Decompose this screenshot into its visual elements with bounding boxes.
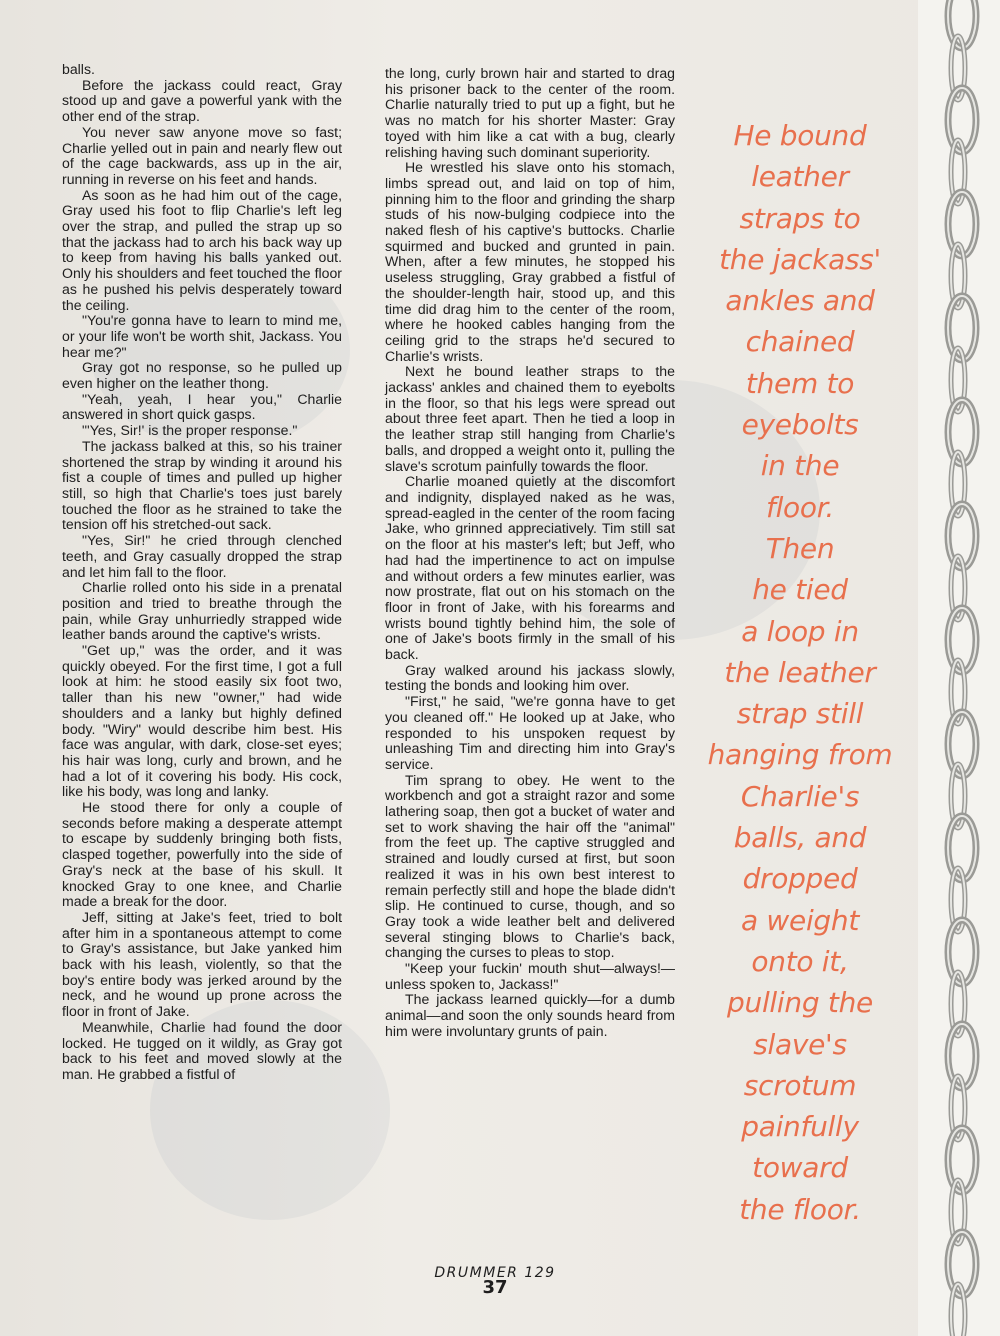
pull-quote-line: he tied bbox=[752, 573, 848, 607]
pull-quote-line: straps to bbox=[739, 201, 861, 235]
page-number: 37 bbox=[482, 1277, 508, 1298]
pull-quote-line: slave's bbox=[753, 1027, 847, 1061]
paragraph: Tim sprang to obey. He went to the workbench and got a straight razor and some lathering soap, then got a bucket of water and set to work shaving the hair off the "animal" from the feet up. The captive struggled and strained and loudly cursed at first, but soon realized it was in his own best interest to remain perfectly still and hope the blade didn't slip. He continued to curse, though, and so Gray took a wide leather belt and delivered several stinging blows to Charlie's back, changing the curses to pleas to stop. bbox=[385, 771, 675, 961]
paragraph: "First," he said, "we're gonna have to get you cleaned off." He looked up at Jake, who responded to his unspoken request by unleashing Tim and directing him into Gray's service. bbox=[385, 693, 675, 772]
paragraph: The jackass learned quickly—for a dumb animal—and soon the only sounds heard from him were involuntary grunts of pain. bbox=[385, 991, 675, 1039]
pull-quote-line: pulling the bbox=[727, 986, 873, 1020]
pull-quote-line: leather bbox=[751, 160, 849, 194]
paragraph: You never saw anyone move so fast; Charlie yelled out in pain and nearly flew out of the cage backwards, ass up in the air, running in reverse on his feet and hands. bbox=[62, 123, 342, 187]
paragraph: "Keep your fuckin' mouth shut—always!—unless spoken to, Jackass!" bbox=[385, 960, 675, 992]
pull-quote-line: Then bbox=[765, 531, 835, 565]
chain-border-graphic bbox=[918, 0, 1000, 1336]
pull-quote-line: in the bbox=[760, 449, 840, 483]
paragraph: As soon as he had him out of the cage, Gray used his foot to flip Charlie's left leg over the strap, and pulled the strap up so that the jackass had to arch his back way up to keep from having his balls yanked out. Only his shoulders and feet touched the floor as he pushed his pelvis desperately toward the ceiling. bbox=[62, 186, 342, 313]
pull-quote-line: Charlie's bbox=[740, 779, 860, 813]
pull-quote-line: onto it, bbox=[751, 944, 849, 978]
pull-quote-line: chained bbox=[745, 325, 855, 359]
pull-quote-line: balls, and bbox=[733, 821, 867, 855]
pull-quote-line: hanging from bbox=[707, 738, 893, 772]
pull-quote bbox=[700, 115, 900, 1230]
pull-quote-line: the jackass' bbox=[719, 242, 881, 276]
page-footer bbox=[420, 1266, 570, 1296]
paragraph: Gray walked around his jackass slowly, testing the bonds and looking him over. bbox=[385, 661, 675, 694]
paragraph: "Yes, Sir!" he cried through clenched teeth, and Gray casually dropped the strap and let him fall to the floor. bbox=[62, 532, 342, 580]
pull-quote-line: a weight bbox=[740, 903, 860, 937]
paragraph: Next he bound leather straps to the jackass' ankles and chained them to eyebolts in the floor, so that his legs were spread out about three feet apart. Then he tied a loop in the leather strap still hanging from Charlie's balls, and dropped a weight onto it, pulling the slave's scrotum painfully towards the floor. bbox=[385, 363, 675, 474]
paragraph: He wrestled his slave onto his stomach, limbs spread out, and laid on top of him, pinning him to the floor and grinding the sharp studs of his now-bulging codpiece into the naked flesh of his captive's buttocks. Charlie squirmed and bucked and grunted in pain. When, after a few minutes, he stopped his useless struggling, Gray grabbed a fistful of the shoulder-length hair, stood up, and this time did drag him to the center of the room, where he hooked cables hanging from the ceiling grid to the straps he'd secured to Charlie's wrists. bbox=[385, 159, 675, 364]
magazine-name: DRUMMER 129 bbox=[434, 1265, 556, 1281]
pull-quote-line: floor. bbox=[766, 490, 834, 524]
paragraph: Jeff, sitting at Jake's feet, tried to bolt after him in a spontaneous attempt to come to Gray's assistance, but Jake yanked him back with his leash, violently, so that the boy's entire body was jerked around by the neck, and he wound up prone across the floor in front of Jake. bbox=[62, 908, 342, 1020]
pull-quote-line: the floor. bbox=[739, 1192, 861, 1226]
paragraph: Gray got no response, so he pulled up even higher on the leather thong. bbox=[62, 359, 342, 392]
paragraph: balls. bbox=[62, 61, 95, 77]
article-column-middle bbox=[385, 66, 675, 1040]
pull-quote-line: ankles and bbox=[725, 284, 875, 318]
pull-quote-line: a loop in bbox=[741, 614, 859, 648]
paragraph: the long, curly brown hair and started to drag his prisoner back to the center of the room. Charlie naturally tried to put up a fight, but he was no match for his shorter Master: Gray toyed with him like a cat with a bug, clearly relishing having such dominant superiority. bbox=[385, 65, 675, 160]
paragraph: Charlie moaned quietly at the discomfort and indignity, displayed naked as he was, spread-eagled in the center of the room facing Jake, who grinned appreciatively. Tim still sat on the floor at his master's left; but Jeff, who had had the impertinence to act on impulse and without orders a few minutes earlier, was now prostrate, flat out on his stomach on the floor in front of Jake, with his forearms and wrists bound tightly behind him, the sole of one of Jake's boots firmly in the small of his back. bbox=[385, 473, 675, 663]
pull-quote-line: the leather bbox=[724, 655, 876, 689]
pull-quote-line: toward bbox=[752, 1151, 848, 1185]
pull-quote-line: strap still bbox=[736, 697, 864, 731]
pull-quote-line: He bound bbox=[733, 119, 867, 152]
paragraph: The jackass balked at this, so his trainer shortened the strap by winding it around his fist a couple of times and pulled up higher still, so high that Charlie's toes just barely touched the floor as he strained to take the tension off his stretched-out sack. bbox=[62, 437, 342, 533]
paragraph: "You're gonna have to learn to mind me, or your life won't be worth shit, Jackass. You hear me?" bbox=[62, 312, 342, 360]
paragraph: "Yeah, yeah, I hear you," Charlie answered in short quick gasps. bbox=[62, 390, 342, 423]
paragraph: He stood there for only a couple of seconds before making a desperate attempt to escape by suddenly bringing both fists, clasped together, powerfully into the side of Gray's neck at the base of his skull. It knocked Gray to one knee, and Charlie made a break for the door. bbox=[62, 799, 342, 910]
pull-quote-line: dropped bbox=[742, 862, 858, 896]
pull-quote-line: eyebolts bbox=[741, 408, 859, 442]
paragraph: Charlie rolled onto his side in a prenatal position and tried to breathe through the pain, while Gray unhurriedly strapped wide leather bands around the captive's wrists. bbox=[62, 579, 342, 643]
article-column-left bbox=[62, 62, 342, 1083]
pull-quote-line: scrotum bbox=[743, 1068, 857, 1102]
paragraph: "'Yes, Sir!' is the proper response." bbox=[82, 422, 298, 439]
pull-quote-line: them to bbox=[745, 366, 855, 400]
paragraph: Meanwhile, Charlie had found the door locked. He tugged on it wildly, as Gray got back to his feet and moved slowly at the man. He grabbed a fistful of bbox=[62, 1018, 342, 1082]
pull-quote-line: painfully bbox=[741, 1110, 859, 1144]
paragraph: "Get up," was the order, and it was quickly obeyed. For the first time, I got a full look at him: he stood easily six foot two, taller than his new "owner," had wide shoulders and a lanky but highly defined body. "Wiry" would describe him best. His face was angular, with dark, close-set eyes; his hair was long, curly and brown, and he had a lot of it covering his body. His cock, like his body, was long and lanky. bbox=[62, 642, 342, 800]
paragraph: Before the jackass could react, Gray stood up and gave a powerful yank with the other end of the strap. bbox=[62, 76, 342, 125]
